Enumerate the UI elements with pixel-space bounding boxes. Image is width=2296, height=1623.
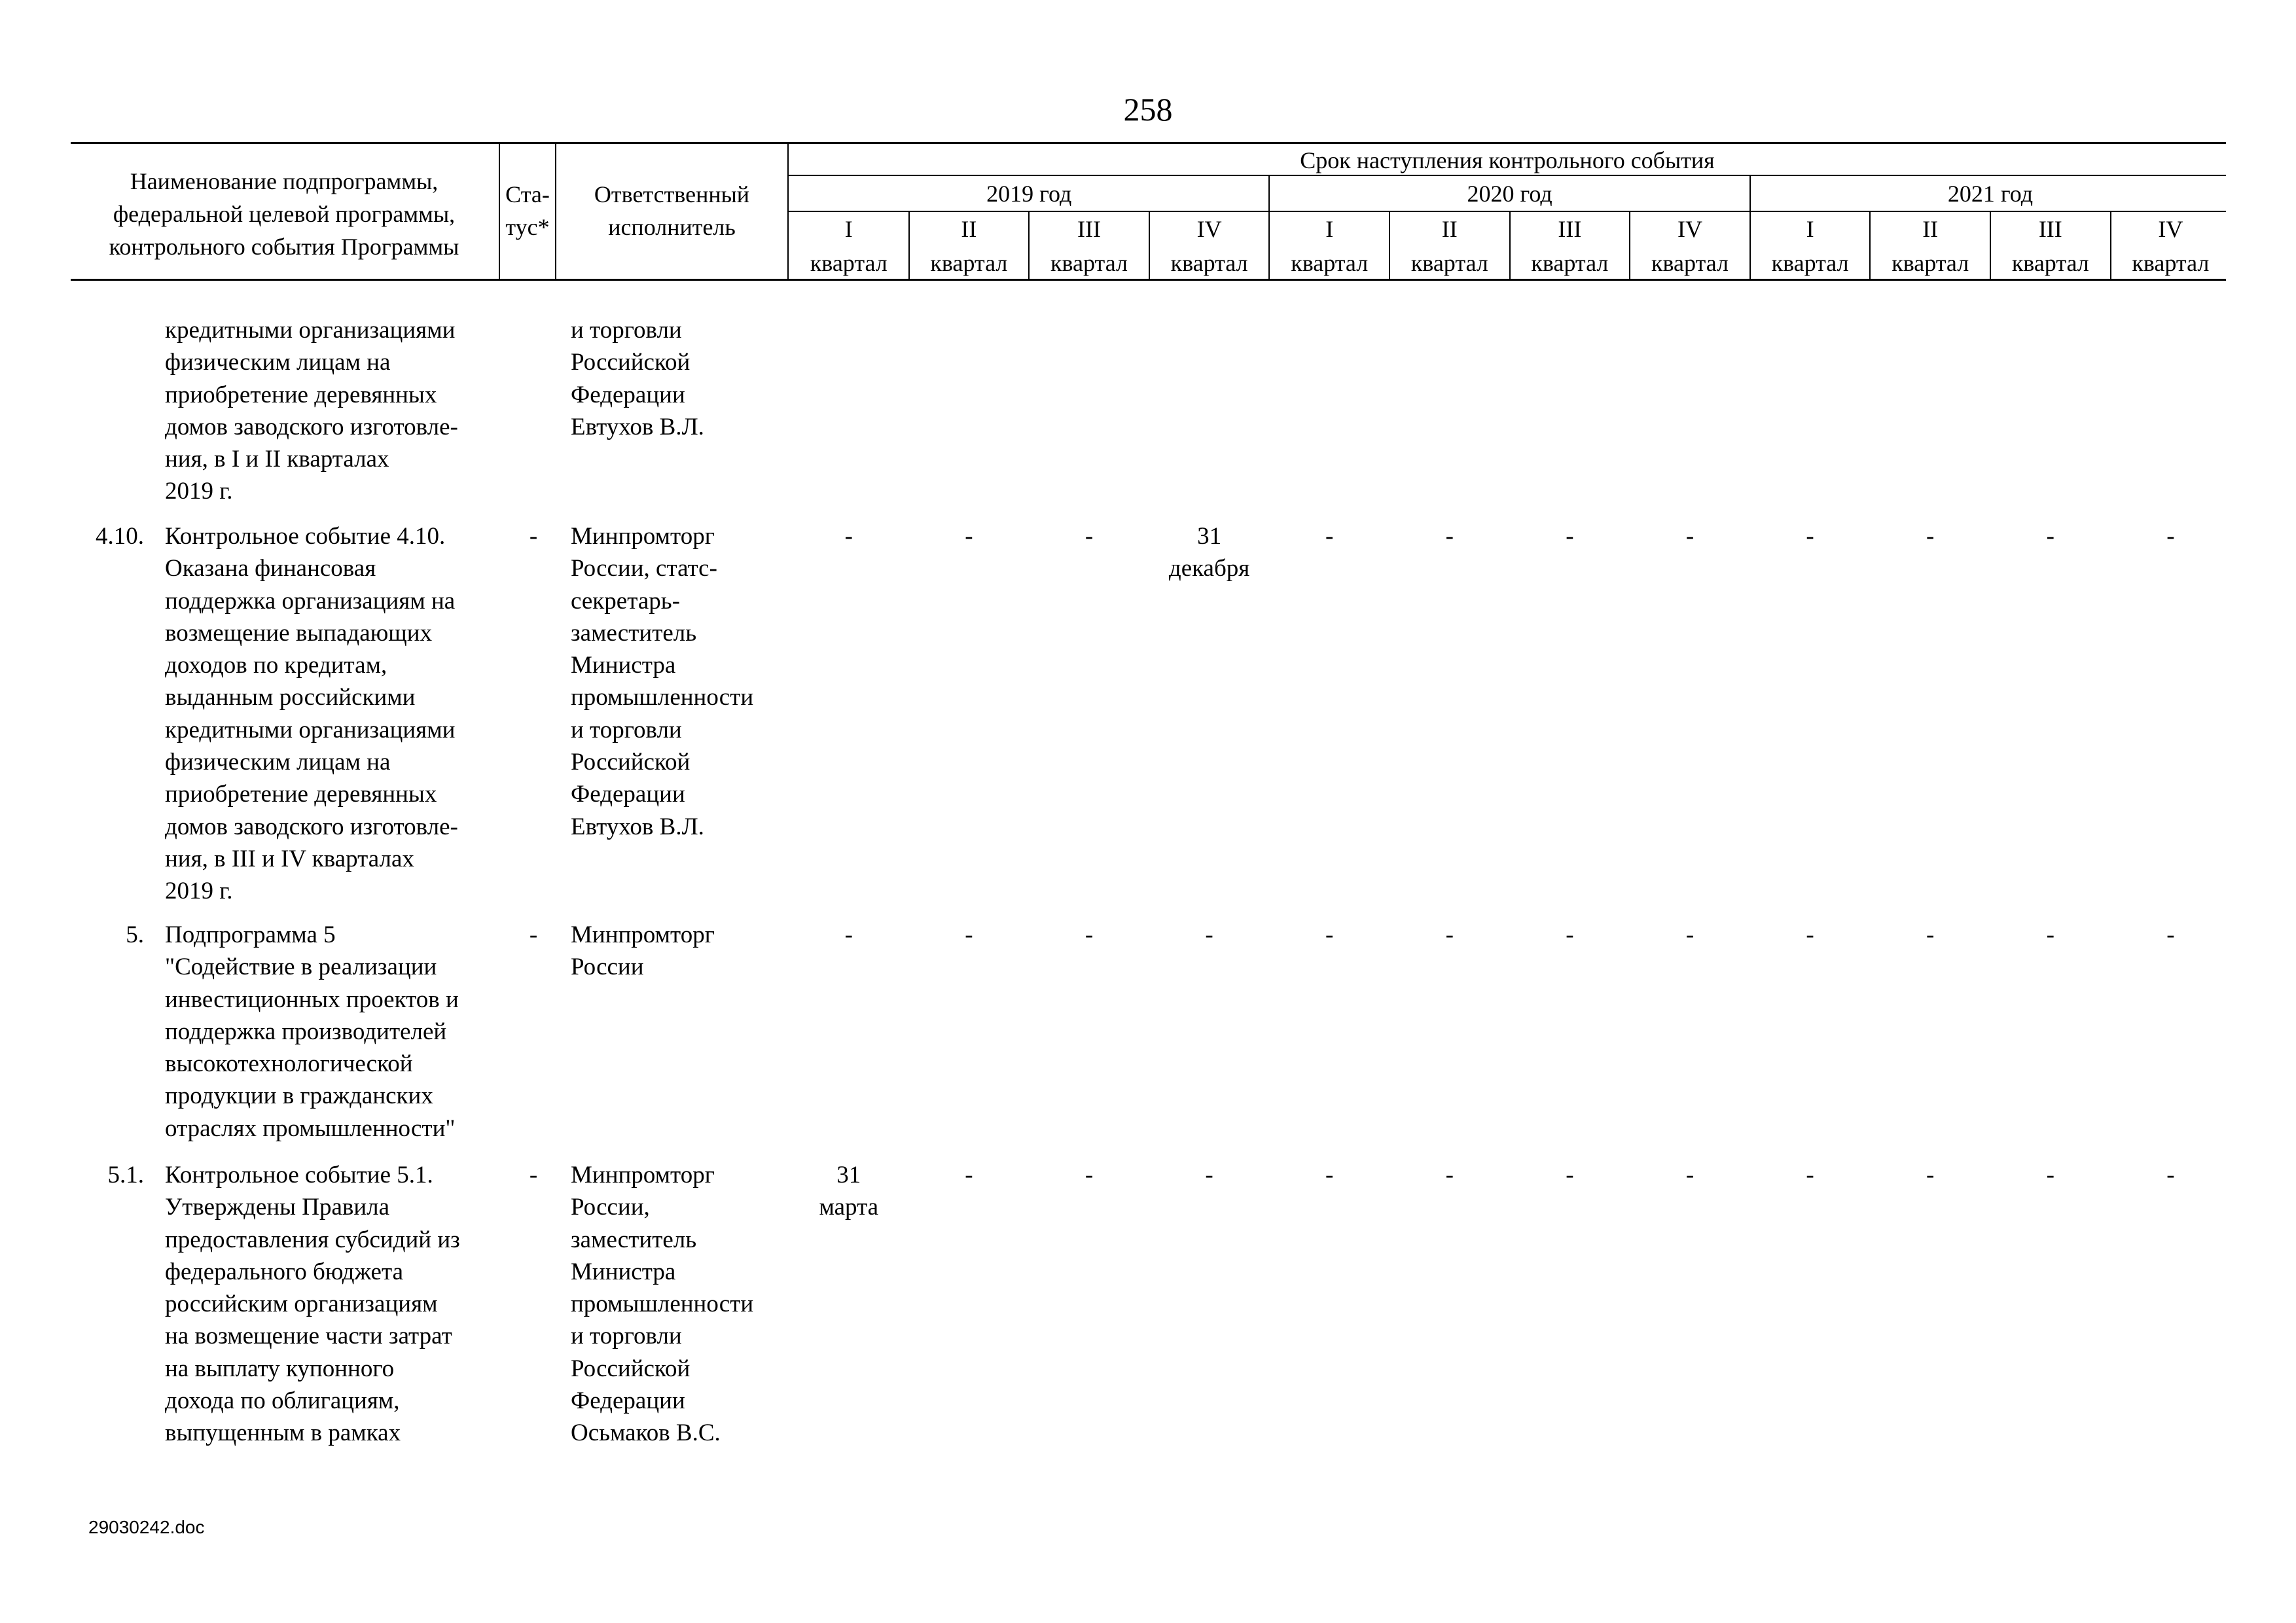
col-divider <box>555 142 556 280</box>
quarter-label: квартал <box>2132 250 2210 276</box>
quarter-numeral: IV <box>1196 216 1222 242</box>
quarter-label: квартал <box>1892 250 1969 276</box>
event-name-line: 2019 г. <box>165 878 233 905</box>
event-name-line: Оказана финансовая <box>165 555 376 582</box>
event-name-line: дохода по облигациям, <box>165 1387 400 1415</box>
responsible-line: заместитель <box>571 619 697 647</box>
quarter-label: квартал <box>2011 250 2089 276</box>
name-column-header: контрольного события Программы <box>109 234 459 260</box>
page-number: 258 <box>1123 91 1173 128</box>
year-header: 2021 год <box>1947 181 2034 207</box>
event-name-line: домов заводского изготовле- <box>165 413 458 440</box>
responsible-column-header: Ответственный <box>594 181 750 207</box>
event-name-line: поддержка организациям на <box>165 587 456 615</box>
quarter-label: квартал <box>1531 250 1609 276</box>
quarter-numeral: II <box>1922 216 1939 242</box>
responsible-line: Евтухов В.Л. <box>571 413 704 440</box>
quarter-label: квартал <box>1050 250 1128 276</box>
quarter-label: квартал <box>1170 250 1248 276</box>
status-column-header: Ста- <box>505 181 550 207</box>
quarter-numeral: I <box>1325 216 1334 242</box>
responsible-line: Федерации <box>571 781 685 808</box>
event-name-line: физическим лицам на <box>165 749 391 776</box>
responsible-column-header: исполнитель <box>608 214 736 240</box>
responsible-line: и торговли <box>571 317 682 344</box>
quarter-label: квартал <box>1771 250 1849 276</box>
quarter-deadline-value: - <box>965 1162 973 1188</box>
status-value: - <box>529 1162 538 1188</box>
quarter-numeral: III <box>1077 216 1101 242</box>
event-name-line: выпущенным в рамках <box>165 1419 401 1447</box>
deadline-title-rule <box>789 175 2226 176</box>
quarter-deadline-value: - <box>1445 523 1454 550</box>
quarter-deadline-value: - <box>844 921 853 948</box>
event-name-line: 2019 г. <box>165 478 233 505</box>
quarter-deadline-value: - <box>1685 1162 1695 1188</box>
event-name-line: поддержка производителей <box>165 1018 447 1045</box>
responsible-line: Минпромторг <box>571 1162 715 1188</box>
responsible-line: России, <box>571 1194 650 1221</box>
responsible-line: Федерации <box>571 381 685 408</box>
responsible-line: промышленности <box>571 684 754 711</box>
event-name-line: на возмещение части затрат <box>165 1323 452 1350</box>
quarter-label: квартал <box>1410 250 1488 276</box>
quarter-deadline-value: - <box>1205 921 1213 948</box>
quarter-deadline-value: - <box>1806 921 1814 948</box>
event-name-line: физическим лицам на <box>165 349 391 376</box>
event-name-line: ния, в I и II кварталах <box>165 446 389 473</box>
quarter-deadline-value: - <box>1085 921 1094 948</box>
event-name-line: доходов по кредитам, <box>165 652 387 679</box>
responsible-line: Российской <box>571 349 691 376</box>
name-column-header: Наименование подпрограммы, <box>130 168 439 194</box>
quarter-deadline-value: - <box>1685 921 1695 948</box>
event-name-line: приобретение деревянных <box>165 781 437 808</box>
event-name-line: инвестиционных проектов и <box>165 986 459 1013</box>
quarter-deadline-value: - <box>1085 1162 1094 1188</box>
responsible-line: Минпромторг <box>571 523 715 550</box>
responsible-line: Евтухов В.Л. <box>571 813 704 840</box>
quarter-deadline-value: - <box>1445 921 1454 948</box>
quarter-deadline-value: - <box>1806 523 1814 550</box>
quarter-label: квартал <box>810 250 888 276</box>
event-name-line: Утверждены Правила <box>165 1194 390 1221</box>
quarter-numeral: IV <box>1677 216 1702 242</box>
event-name-line: высокотехнологической <box>165 1050 413 1078</box>
event-name-line: "Содействие в реализации <box>165 954 437 981</box>
quarter-numeral: III <box>2038 216 2062 242</box>
event-name-line: домов заводского изготовле- <box>165 813 458 840</box>
event-name-line: продукции в гражданских <box>165 1082 433 1110</box>
quarter-label: квартал <box>1291 250 1369 276</box>
status-value: - <box>529 523 538 550</box>
responsible-line: заместитель <box>571 1226 697 1253</box>
responsible-line: секретарь- <box>571 587 680 615</box>
quarter-deadline-value: 31 марта <box>819 1162 879 1221</box>
header-top-rule <box>71 142 2226 144</box>
responsible-line: Российской <box>571 1355 691 1382</box>
quarter-deadline-value: - <box>1926 921 1935 948</box>
quarter-deadline-value: - <box>844 523 853 550</box>
event-name-line: приобретение деревянных <box>165 381 437 408</box>
event-name-line: Контрольное событие 5.1. <box>165 1162 433 1188</box>
responsible-line: Министра <box>571 652 676 679</box>
deadline-header: Срок наступления контрольного события <box>1300 147 1715 173</box>
quarter-deadline-value: - <box>2046 523 2054 550</box>
event-name <box>165 520 505 908</box>
responsible-line: промышленности <box>571 1291 754 1318</box>
responsible-executor <box>571 1159 787 1450</box>
event-name-line: ния, в III и IV кварталах <box>165 845 414 872</box>
name-column-header: федеральной целевой программы, <box>113 201 456 227</box>
status-value: - <box>529 921 538 948</box>
responsible-line: и торговли <box>571 716 682 743</box>
quarter-deadline-value: - <box>1325 1162 1334 1188</box>
quarter-deadline-value: - <box>1685 523 1695 550</box>
quarter-deadline-value: - <box>1325 523 1334 550</box>
quarter-numeral: II <box>1441 216 1458 242</box>
quarter-numeral: III <box>1558 216 1582 242</box>
responsible-executor <box>571 314 787 443</box>
quarter-deadline-value: - <box>2166 921 2175 948</box>
event-name-line: возмещение выпадающих <box>165 619 433 647</box>
event-name-line: отраслях промышленности" <box>165 1115 456 1142</box>
quarter-deadline-value: - <box>1325 921 1334 948</box>
quarter-deadline-value: - <box>2166 523 2175 550</box>
quarter-deadline-value: - <box>965 523 973 550</box>
event-name <box>165 919 505 1145</box>
quarter-deadline-value: 31 декабря <box>1168 523 1250 582</box>
quarter-deadline-value: - <box>965 921 973 948</box>
quarter-deadline-value: - <box>2046 1162 2054 1188</box>
quarter-deadline-value: - <box>1085 523 1094 550</box>
responsible-line: России <box>571 954 644 981</box>
responsible-line: Министра <box>571 1258 676 1285</box>
quarter-numeral: IV <box>2158 216 2183 242</box>
event-name-line: кредитными организациями <box>165 716 456 743</box>
event-name <box>165 1159 505 1450</box>
responsible-executor <box>571 520 787 843</box>
row-number: 4.10. <box>96 523 144 550</box>
row-number: 5. <box>126 921 144 948</box>
responsible-line: России, статс- <box>571 555 717 582</box>
quarter-deadline-value: - <box>1205 1162 1213 1188</box>
quarter-deadline-value: - <box>2046 921 2054 948</box>
quarter-numeral: I <box>844 216 853 242</box>
event-name-line: на выплату купонного <box>165 1355 395 1382</box>
row-number: 5.1. <box>107 1162 144 1188</box>
status-column-header: тус* <box>505 214 550 240</box>
event-name-line: предоставления субсидий из <box>165 1226 460 1253</box>
quarter-deadline-value: - <box>1926 1162 1935 1188</box>
quarter-deadline-value: - <box>2166 1162 2175 1188</box>
quarter-deadline-value: - <box>1445 1162 1454 1188</box>
responsible-line: Российской <box>571 749 691 776</box>
quarter-label: квартал <box>1651 250 1729 276</box>
header-bottom-rule <box>71 279 2226 281</box>
event-name-line: Контрольное событие 4.10. <box>165 523 446 550</box>
quarter-label: квартал <box>930 250 1008 276</box>
event-name-line: российским организациям <box>165 1291 438 1318</box>
quarter-deadline-value: - <box>1566 921 1574 948</box>
event-name-line: кредитными организациями <box>165 317 456 344</box>
responsible-line: Осьмаков В.С. <box>571 1419 721 1447</box>
responsible-line: и торговли <box>571 1323 682 1350</box>
col-divider <box>499 142 500 280</box>
year-header: 2019 год <box>986 181 1072 207</box>
responsible-line: Минпромторг <box>571 921 715 948</box>
event-name-line: федерального бюджета <box>165 1258 404 1285</box>
quarter-deadline-value: - <box>1806 1162 1814 1188</box>
responsible-line: Федерации <box>571 1387 685 1415</box>
footer-filename: 29030242.doc <box>88 1517 205 1537</box>
year-rule <box>789 211 2226 212</box>
quarter-numeral: I <box>1806 216 1814 242</box>
quarter-deadline-value: - <box>1566 1162 1574 1188</box>
event-name-line: выданным российскими <box>165 684 416 711</box>
quarter-deadline-value: - <box>1566 523 1574 550</box>
event-name-line: Подпрограмма 5 <box>165 921 336 948</box>
year-header: 2020 год <box>1467 181 1552 207</box>
quarter-numeral: II <box>961 216 977 242</box>
event-name <box>165 314 505 508</box>
responsible-executor <box>571 919 787 984</box>
quarter-deadline-value: - <box>1926 523 1935 550</box>
